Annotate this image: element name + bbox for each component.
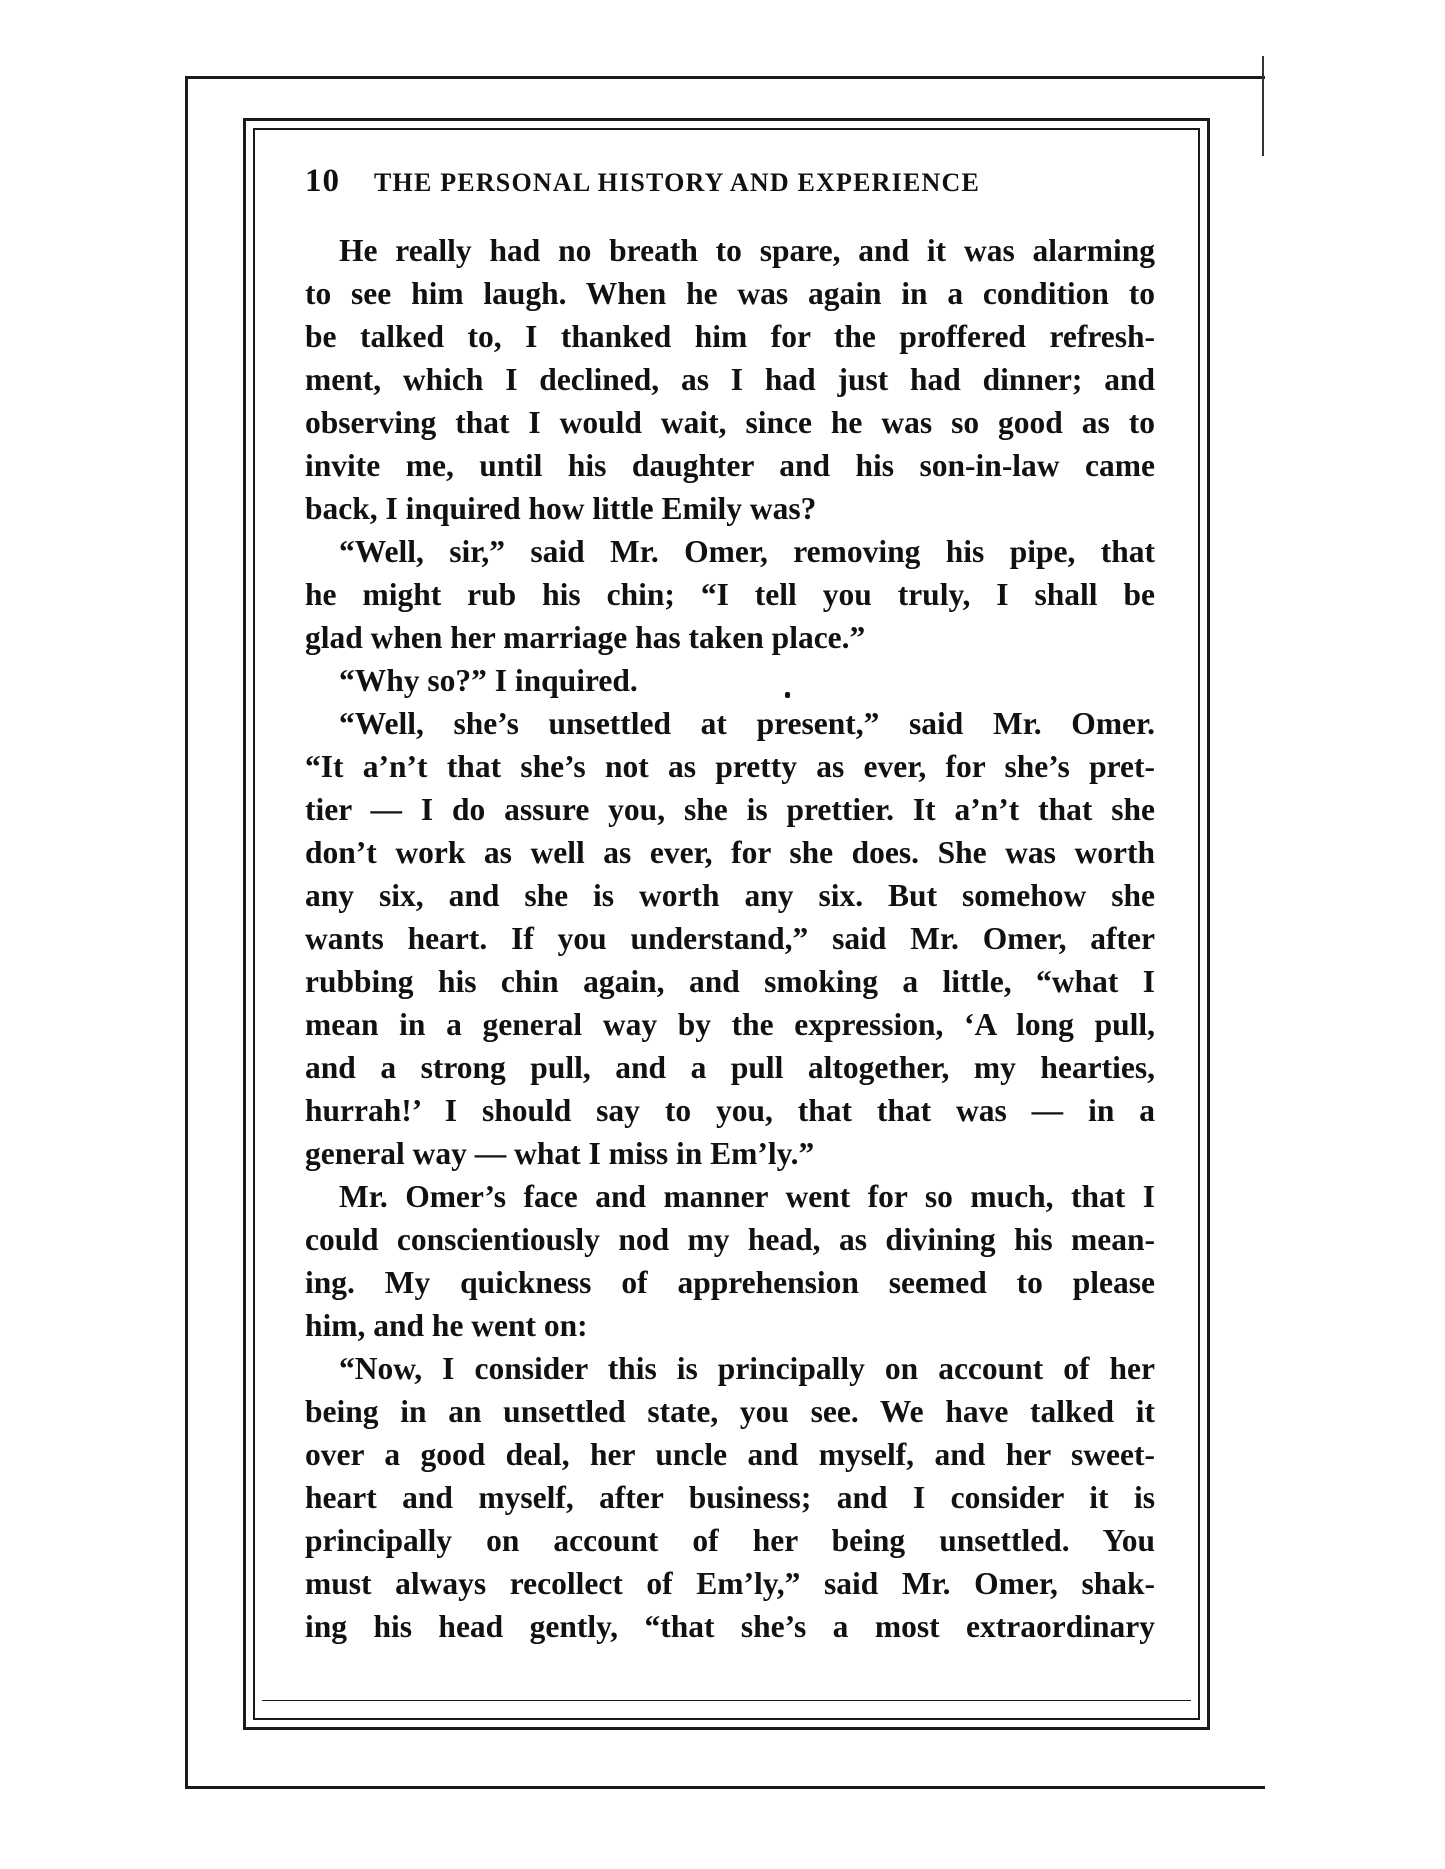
text-line: heart and myself, after business; and I consider it is [305, 1480, 1155, 1515]
text-line: don’t work as well as ever, for she does. She was worth [305, 835, 1155, 870]
running-head [305, 163, 1080, 203]
text-line: ing his head gently, “that she’s a most extraordinary [305, 1609, 1155, 1644]
text-line: “Well, sir,” said Mr. Omer, removing his pipe, that [339, 534, 1155, 569]
running-title: THE PERSONAL HISTORY AND EXPERIENCE [374, 168, 980, 197]
text-line: “Why so?” I inquired. [339, 663, 638, 698]
text-line: to see him laugh. When he was again in a condition to [305, 276, 1155, 311]
body-text [305, 229, 1155, 1648]
page-number: 10 [305, 163, 340, 199]
text-line: invite me, until his daughter and his son-in-law came [305, 448, 1155, 483]
text-line: any six, and she is worth any six. But somehow she [305, 878, 1155, 913]
sheet-edge-top [185, 76, 1265, 79]
text-line: glad when her marriage has taken place.” [305, 620, 866, 655]
text-line: ment, which I declined, as I had just had dinner; and [305, 362, 1155, 397]
text-line: tier — I do assure you, she is prettier. It a’n’t that she [305, 792, 1155, 827]
sheet-edge-bottom [185, 1786, 1265, 1789]
text-line: He really had no breath to spare, and it was alarming [339, 233, 1155, 268]
text-line: rubbing his chin again, and smoking a little, “what I [305, 964, 1155, 999]
page-frame-bottom-rule [262, 1700, 1191, 1701]
text-line: general way — what I miss in Em’ly.” [305, 1136, 815, 1171]
text-line: ing. My quickness of apprehension seemed to please [305, 1265, 1155, 1300]
sheet-edge-right-tick [1262, 56, 1264, 156]
text-line: “Now, I consider this is principally on account of her [339, 1351, 1155, 1386]
text-line: he might rub his chin; “I tell you truly, I shall be [305, 577, 1155, 612]
print-speck [785, 692, 790, 698]
text-line: could conscientiously nod my head, as divining his mean- [305, 1222, 1155, 1257]
text-line: “Well, she’s unsettled at present,” said Mr. Omer. [339, 706, 1155, 741]
text-line: hurrah!’ I should say to you, that that was — in a [305, 1093, 1155, 1128]
text-line: must always recollect of Em’ly,” said Mr. Omer, shak- [305, 1566, 1155, 1601]
text-line: Mr. Omer’s face and manner went for so much, that I [339, 1179, 1155, 1214]
text-line: principally on account of her being unsettled. You [305, 1523, 1155, 1558]
text-line: over a good deal, her uncle and myself, and her sweet- [305, 1437, 1155, 1472]
text-line: back, I inquired how little Emily was? [305, 491, 817, 526]
text-line: him, and he went on: [305, 1308, 588, 1343]
text-line: be talked to, I thanked him for the proffered refresh- [305, 319, 1155, 354]
text-line: being in an unsettled state, you see. We have talked it [305, 1394, 1155, 1429]
text-line: mean in a general way by the expression, ‘A long pull, [305, 1007, 1155, 1042]
text-line: and a strong pull, and a pull altogether, my hearties, [305, 1050, 1155, 1085]
sheet-edge-left [185, 76, 188, 1788]
text-line: observing that I would wait, since he was so good as to [305, 405, 1155, 440]
text-line: wants heart. If you understand,” said Mr. Omer, after [305, 921, 1155, 956]
text-line: “It a’n’t that she’s not as pretty as ever, for she’s pret- [305, 749, 1155, 784]
